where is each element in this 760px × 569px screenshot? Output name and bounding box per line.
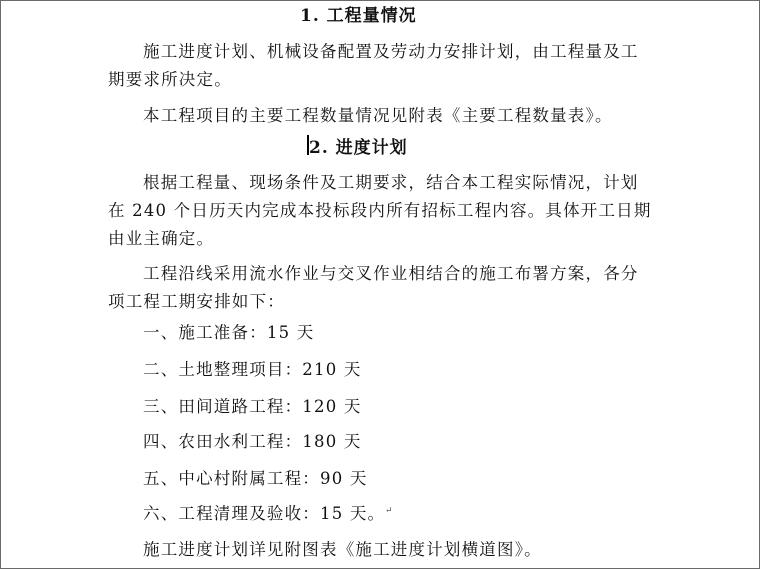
section-1-paragraph-1-line-1: 施工进度计划、机械设备配置及劳动力安排计划，由工程量及工 [143, 42, 639, 61]
schedule-item: 五、中心村附属工程：90 天 [143, 469, 368, 488]
schedule-item: 一、施工准备：15 天 [143, 323, 315, 342]
section-2-paragraph-1-line-1: 根据工程量、现场条件及工期要求，结合本工程实际情况，计划 [143, 173, 639, 192]
schedule-item: 三、田间道路工程：120 天 [143, 397, 362, 416]
section-1-paragraph-2: 本工程项目的主要工程数量情况见附表《主要工程数量表》。 [143, 106, 613, 125]
closing-sentence: 施工进度计划详见附图表《施工进度计划横道图》。 [143, 540, 542, 559]
schedule-item: 六、工程清理及验收：15 天。 [143, 504, 386, 523]
section-2-paragraph-2-line-1: 工程沿线采用流水作业与交叉作业相结合的施工布署方案，各分 [143, 264, 639, 283]
section-1-heading: 1. 工程量情况 [300, 6, 417, 26]
schedule-item: 四、农田水利工程：180 天 [143, 432, 362, 451]
paragraph-mark-icon: ↵ [385, 506, 393, 516]
schedule-item: 二、土地整理项目：210 天 [143, 360, 362, 379]
section-2-paragraph-1-line-2: 在 240 个日历天内完成本投标段内所有招标工程内容。具体开工日期 [108, 201, 652, 220]
section-1-paragraph-1-line-2: 期要求所决定。 [108, 70, 232, 89]
section-2-paragraph-1-line-3: 由业主确定。 [108, 229, 215, 248]
section-2-heading: 2. 进度计划 [309, 138, 408, 158]
section-2-paragraph-2-line-2: 项工程工期安排如下： [108, 292, 285, 311]
